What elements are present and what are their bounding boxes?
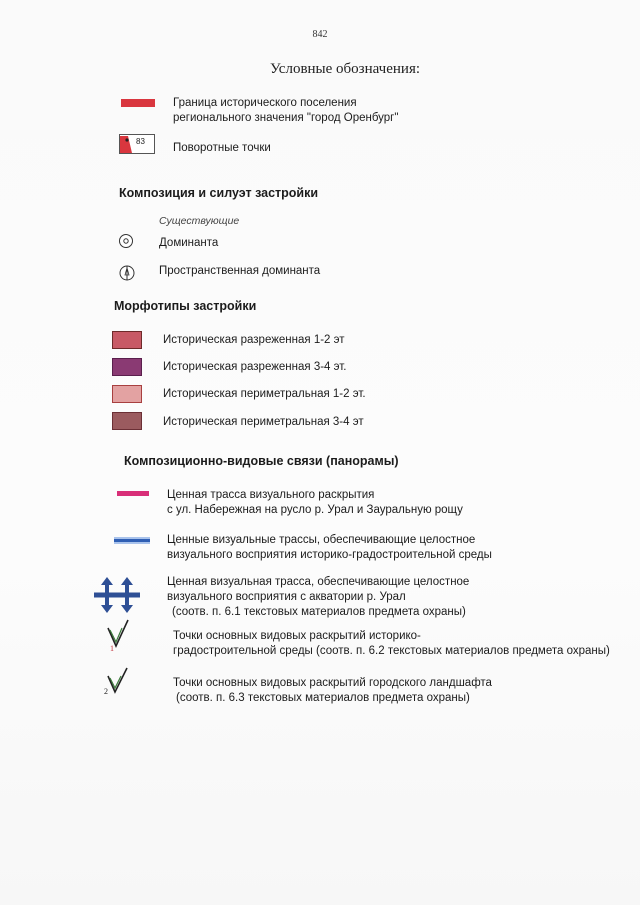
blue-route-label-line2: визуального восприятия историко-градостроительной среды bbox=[167, 549, 492, 561]
morphotype-label-4: Историческая периметральная 3-4 эт bbox=[163, 416, 364, 428]
dominant-icon bbox=[118, 233, 134, 249]
viewpoint-1-icon bbox=[106, 618, 136, 652]
composition-heading: Композиция и силуэт застройки bbox=[119, 186, 319, 200]
morphotypes-heading: Морфотипы застройки bbox=[114, 299, 257, 313]
panoramas-heading: Композиционно-видовые связи (панорамы) bbox=[124, 454, 399, 468]
viewpoint-2-number: 2 bbox=[104, 687, 108, 696]
turning-points-label: Поворотные точки bbox=[173, 142, 271, 154]
legend-title: Условные обозначения: bbox=[269, 61, 421, 77]
morphotype-swatch-3 bbox=[112, 385, 142, 403]
dominant-label: Доминанта bbox=[159, 237, 219, 249]
existing-label: Существующие bbox=[159, 215, 240, 227]
spatial-dominant-icon bbox=[118, 264, 136, 282]
arrows-label-line1: Ценная визуальная трасса, обеспечивающие целостное bbox=[167, 576, 470, 588]
double-arrows-icon bbox=[92, 576, 142, 614]
pink-route-line-icon bbox=[117, 491, 149, 497]
morphotype-label-2: Историческая разреженная 3-4 эт. bbox=[163, 361, 347, 373]
viewpoint-2-icon bbox=[102, 666, 132, 698]
spatial-dominant-label: Пространственная доминанта bbox=[159, 265, 321, 277]
blue-route-line-icon bbox=[114, 537, 150, 545]
morphotype-swatch-4 bbox=[112, 412, 142, 430]
boundary-label-line2: регионального значения "город Оренбург" bbox=[173, 112, 399, 124]
morphotype-swatch-2 bbox=[112, 358, 142, 376]
morphotype-label-1: Историческая разреженная 1-2 эт bbox=[163, 334, 345, 346]
arrows-label-line2: визуального восприятия с акватории р. Урал bbox=[167, 591, 406, 603]
pink-route-label-line1: Ценная трасса визуального раскрытия bbox=[167, 489, 375, 501]
morphotype-label-3: Историческая периметральная 1-2 эт. bbox=[163, 388, 366, 400]
view2-label-line2: (соотв. п. 6.3 текстовых материалов предмета охраны) bbox=[176, 692, 470, 704]
turning-point-number: 83 bbox=[136, 137, 145, 146]
view1-label-line2: градостроительной среды (соотв. п. 6.2 текстовых материалов предмета охраны) bbox=[173, 645, 610, 657]
boundary-label-line1: Граница исторического поселения bbox=[173, 97, 357, 109]
morphotype-swatch-1 bbox=[112, 331, 142, 349]
blue-route-label-line1: Ценные визуальные трассы, обеспечивающие целостное bbox=[167, 534, 476, 546]
page-number: 842 bbox=[312, 29, 328, 40]
arrows-label-line3: (соотв. п. 6.1 текстовых материалов предмета охраны) bbox=[172, 606, 466, 618]
turning-point-icon bbox=[119, 134, 155, 154]
pink-route-label-line2: с ул. Набережная на русло р. Урал и Зауральную рощу bbox=[167, 504, 463, 516]
view2-label-line1: Точки основных видовых раскрытий городского ландшафта bbox=[173, 677, 492, 689]
boundary-line-icon bbox=[121, 99, 155, 107]
view1-label-line1: Точки основных видовых раскрытий историко- bbox=[173, 630, 421, 642]
viewpoint-1-number: 1 bbox=[110, 644, 114, 652]
